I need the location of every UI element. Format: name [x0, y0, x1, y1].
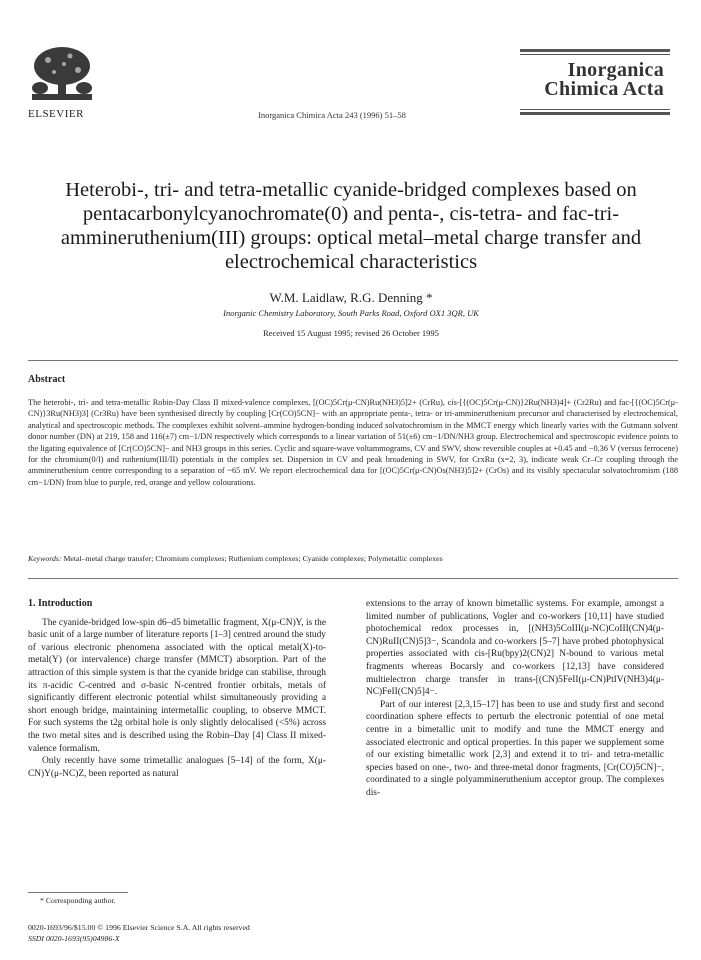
- journal-title-line1: Inorganica: [567, 59, 664, 81]
- journal-title-line2: Chimica Acta: [544, 78, 664, 100]
- article-title: Heterobi-, tri- and tetra-metallic cyanide-bridged complexes based on pentacarbonylcyanochromate(0) and penta-, cis-tetra- and fac-tri-ammineruthenium(III) groups: optical metal–metal charge transfer and electrochemical characteristics: [60, 179, 642, 273]
- left-column: [28, 598, 326, 780]
- journal-citation: Inorganica Chimica Acta 243 (1996) 51–58: [258, 110, 406, 120]
- divider: [28, 360, 678, 361]
- abstract-heading: Abstract: [28, 374, 66, 385]
- ssdi-line: SSDI 0020-1693(95)04986-X: [28, 934, 120, 943]
- right-column: [366, 598, 664, 800]
- keywords-label: Keywords:: [28, 554, 62, 563]
- copyright-line: 0020-1693/96/$15.00 © 1996 Elsevier Science S.A. All rights reserved: [28, 923, 250, 932]
- paragraph: The cyanide-bridged low-spin d6–d5 bimetallic fragment, X(μ-CN)Y, is the basic unit of a large number of literature reports [1–3] centred around the study of various electronic phenomena associated with the optical metal(X)-to-metal(Y) (or intervalence) charge transfer (MMCT) absorption. Part of the attraction of this simple system is that the cyanide bridge can stabilise, through its π-acidic C-centred and σ-basic N-centred frontier orbitals, metals of significantly different electronic potential whilst simultaneously providing a short enough bridge, maintaining intermetallic coupling, to observe MMCT. For such systems the t2g orbital hole is only slightly delocalised (<5%) across the two metal sites and is described using the Robin–Day [4] Class II mixed-valence formalism.: [28, 617, 326, 754]
- abstract-text: The heterobi-, tri- and tetra-metallic Robin-Day Class II mixed-valence complexes, [(OC)5Cr(μ-CN)Ru(NH3)5]2+ (CrRu), cis-[{(OC)5Cr(μ-CN)}2Ru(NH3)4]+ (Cr2Ru) and fac-[{(OC)5Cr(μ-CN)}3Ru(NH3)3] (Cr3Ru) have been synthesised directly by coupling [Cr(CO)5CN]− with an appropriate penta-, tetra- or tri-ammineruthenium precursor and characterised by electrochemical, analytical and spectroscopic methods. The complexes exhibit solvent–ammine hydrogen-bonding induced solvatochromism in the MMCT energy which linearly varies with the Gutmann solvent donor number (DN) at 219, 158 and 116(±7) cm−1/DN respectively which corresponds to a linear variation of 51(±6) cm−1/DN/NH3 group. Electrochemical and spectroscopic evidence points to the ligating equivalence of [Cr(CO)5CN]− and NH3 groups in this series. Cyclic and square-wave voltammograms, CV and SWV, show reversible couples at +0.45 and −0.36 V (versus ferrocene) for the chromium(0/I) and ruthenium(III/II) potentials in the complex set. Dispersion in CV and peak broadening in SWV, for CrxRu (x=2, 3), indicate weak Cr–Cr coupling through the ammineruthenium centre corresponding to a separation of ~65 mV. We report electrochemical data for [(OC)5Cr(μ-CN)Os(NH3)5]2+ (CrOs) and its visibly spectacular solvatochromism (188 cm−1/DN) from blue to purple, red, orange and yellow colourations.: [28, 398, 678, 487]
- paragraph: Only recently have some trimetallic analogues [5–14] of the form, X(μ-CN)Y(μ-NC)Z, been reported as natural: [28, 756, 326, 779]
- keywords-list: Metal–metal charge transfer; Chromium complexes; Ruthenium complexes; Cyanide complexes; Polymetallic complexes: [63, 554, 443, 563]
- divider: [28, 578, 678, 579]
- elsevier-logo: [26, 44, 98, 106]
- publisher-name: ELSEVIER: [28, 108, 84, 120]
- journal-logo: [520, 45, 670, 119]
- paragraph: Part of our interest [2,3,15–17] has been to use and study first and second coordination sphere effects to perturb the electronic potential of one metal centre in a bimetallic unit to modify and tune the MMCT energy and associated electronic and optical properties. In this paper we supplement some of our existing bimetallic work [2,3] and extend it to tri- and tetra-metallic species based on one-, two- and three-metal donor fragments, [Cr(CO)5CN]−, coordinated to a single polyammineruthenium acceptor group. The complexes dis-: [366, 699, 664, 798]
- received-dates: Received 15 August 1995; revised 26 October 1995: [263, 328, 439, 338]
- author-affiliation: Inorganic Chemistry Laboratory, South Parks Road, Oxford OX1 3QR, UK: [223, 308, 479, 318]
- paragraph: extensions to the array of known bimetallic systems. For example, amongst a limited number of publications, Vogler and co-workers [10,11] have studied photochemical redox processes in, [(NH3)5CoIII(μ-NC)CoIII(CN)4(μ-CN)RuII(CN)5]3−, Scandola and co-workers [5–7] have probed photophysical properties associated with cis-[Ru(bpy)2(CN)2] N-bound to various metal fragments whereas Bocarsly and co-workers [12,13] have considered multielectron charge transfer in trans-[(CN)5FeII(μ-CN)PtIV(NH3)4(μ-NC)FeII(CN)5]4−.: [366, 599, 664, 698]
- section-heading: 1. Introduction: [28, 598, 93, 609]
- corresponding-author-footnote: * Corresponding author.: [40, 896, 116, 905]
- article-authors: W.M. Laidlaw, R.G. Denning *: [269, 290, 433, 305]
- copyright-block: [28, 922, 250, 944]
- keywords: [28, 554, 678, 563]
- footnote-divider: [28, 892, 128, 893]
